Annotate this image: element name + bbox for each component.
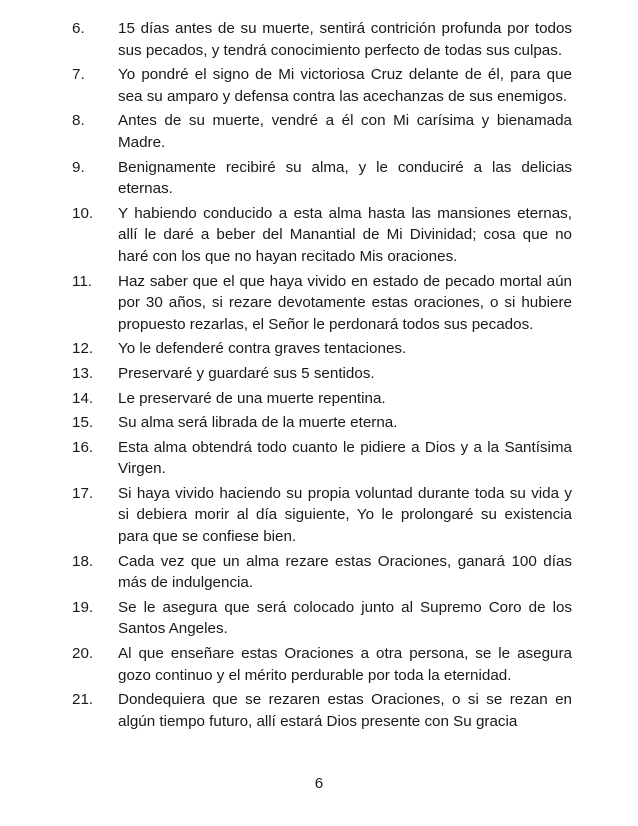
item-text: Yo le defenderé contra graves tentaciones. — [118, 340, 407, 358]
item-text: 15 días antes de su muerte, sentirá contrición profunda por todos sus pecados, y tendrá conocimiento perfecto de todas sus culpas. — [118, 20, 572, 59]
item-text: Antes de su muerte, vendré a él con Mi carísima y bienamada Madre. — [118, 112, 572, 151]
item-text: Si haya vivido haciendo su propia voluntad durante toda su vida y si debiera morir al día siguiente, Yo le prolongaré su existencia para que se confiese bien. — [118, 484, 572, 546]
list-item — [72, 338, 572, 360]
list-item — [72, 64, 572, 107]
page-number: 6 — [314, 775, 324, 792]
item-number: 20. — [72, 645, 94, 663]
item-number: 18. — [72, 552, 94, 570]
list-item — [72, 271, 572, 336]
item-text: Y habiendo conducido a esta alma hasta las mansiones eternas, allí le daré a beber del Manantial de Mi Divinidad; cosa que no haré con los que no hayan recitado Mis oraciones. — [118, 204, 572, 265]
item-text: Al que enseñare estas Oraciones a otra persona, se le asegura gozo continuo y el mérito perdurable por toda la eternidad. — [118, 645, 572, 684]
item-number: 6. — [72, 20, 85, 37]
list-item — [72, 551, 572, 594]
item-number: 12. — [72, 340, 94, 358]
item-text: Haz saber que el que haya vivido en estado de pecado mortal aún por 30 años, si rezare devotamente estas oraciones, o si hubiere propuesto rezarlas, el Señor le perdonará todos sus pecados. — [118, 272, 572, 333]
item-number: 7. — [72, 66, 85, 84]
list-item — [72, 597, 572, 640]
item-text: Benignamente recibiré su alma, y le conduciré a las delicias eternas. — [118, 158, 572, 198]
item-text: Yo pondré el signo de Mi victoriosa Cruz delante de él, para que sea su amparo y defensa contra las acechanzas de sus enemigos. — [118, 66, 572, 105]
item-number: 15. — [72, 414, 94, 432]
item-number: 19. — [72, 598, 94, 616]
list-item — [72, 18, 572, 61]
list-item — [72, 689, 572, 732]
item-text: Esta alma obtendrá todo cuanto le pidiere a Dios y a la Santísima Virgen. — [118, 438, 572, 478]
item-number: 16. — [72, 438, 94, 456]
list-item — [72, 643, 572, 686]
list-item — [72, 483, 572, 548]
item-number: 10. — [72, 204, 94, 222]
item-number: 14. — [72, 389, 94, 407]
promises-list — [72, 18, 572, 735]
item-text: Dondequiera que se rezaren estas Oraciones, o si se rezan en algún tiempo futuro, allí estará Dios presente con Su gracia — [118, 691, 572, 730]
item-number: 9. — [72, 158, 85, 176]
item-number: 8. — [72, 112, 85, 130]
item-number: 11. — [72, 272, 92, 290]
item-text: Preservaré y guardaré sus 5 sentidos. — [118, 364, 375, 382]
list-item — [72, 110, 572, 153]
list-item — [72, 203, 572, 268]
item-text: Le preservaré de una muerte repentina. — [118, 389, 386, 407]
list-item — [72, 157, 572, 200]
item-number: 13. — [72, 364, 94, 382]
list-item — [72, 437, 572, 480]
item-number: 21. — [72, 691, 94, 709]
list-item — [72, 363, 572, 385]
item-text: Se le asegura que será colocado junto al Supremo Coro de los Santos Angeles. — [118, 598, 572, 638]
item-number: 17. — [72, 484, 94, 502]
list-item — [72, 388, 572, 410]
list-item — [72, 412, 572, 434]
item-text: Su alma será librada de la muerte eterna. — [118, 414, 398, 432]
item-text: Cada vez que un alma rezare estas Oraciones, ganará 100 días más de indulgencia. — [118, 552, 572, 592]
